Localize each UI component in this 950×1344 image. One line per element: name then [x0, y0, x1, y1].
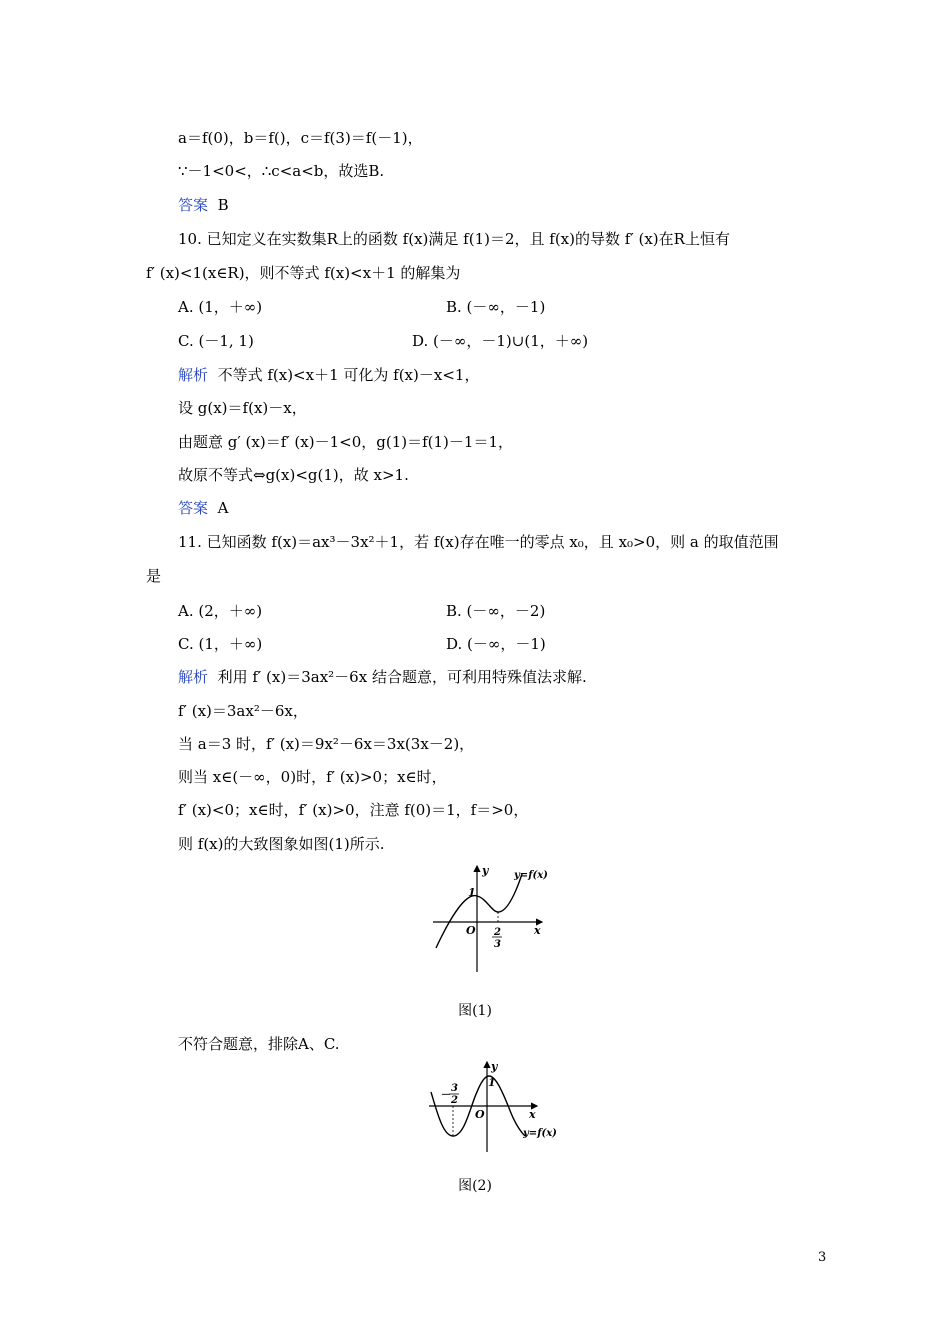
- solution-line: [178, 365, 479, 385]
- solution-line: 当 a＝3 时，f′ (x)＝9x²－6x＝3x(3x－2)，: [178, 735, 475, 753]
- answer-line: [178, 195, 229, 215]
- text-line: a＝f(0)，b＝f()，c＝f(3)＝f(－1)，: [178, 129, 423, 147]
- question-11-line1: 11. 已知函数 f(x)＝ax³－3x²＋1，若 f(x)存在唯一的零点 x₀，且 x₀>0，则 a 的取值范围: [178, 533, 779, 551]
- option-c: C. (－1, 1): [178, 332, 254, 350]
- solution-text: 利用 f′ (x)＝3ax²－6x 结合题意，可利用特殊值法求解.: [217, 668, 587, 686]
- answer-line: [178, 498, 228, 518]
- figure-2-graph: [425, 1058, 565, 1156]
- function-curve: [436, 874, 522, 948]
- x-label: x: [534, 924, 541, 937]
- question-10-line2: f′ (x)<1(x∈R)，则不等式 f(x)<x＋1 的解集为: [146, 264, 461, 282]
- solution-line: f′ (x)<0；x∈时，f′ (x)>0，注意 f(0)＝1，f＝>0，: [178, 801, 529, 819]
- tick-numerator: 3: [451, 1083, 458, 1094]
- y-label: y: [491, 1060, 498, 1073]
- solution-text: 不等式 f(x)<x＋1 可化为 f(x)－x<1，: [217, 366, 480, 384]
- tick-sign: －: [440, 1090, 450, 1101]
- solution-line: f′ (x)＝3ax²－6x，: [178, 702, 308, 720]
- text-line: ∵－1<0<，∴c<a<b，故选B.: [178, 162, 385, 180]
- option-a: A. (2，＋∞): [178, 602, 263, 620]
- solution-line: [178, 667, 587, 687]
- solution-label: 解析: [178, 366, 209, 384]
- solution-line: 故原不等式⇔g(x)<g(1)，故 x>1.: [178, 466, 409, 484]
- tick-denominator: 3: [494, 939, 501, 950]
- option-b: B. (－∞，－2): [446, 602, 546, 620]
- solution-line: 设 g(x)＝f(x)－x，: [178, 399, 307, 417]
- answer-value: B: [217, 196, 229, 214]
- text-line: 不符合题意，排除A、C.: [178, 1035, 340, 1053]
- origin-label: O: [466, 924, 476, 937]
- option-d: D. (－∞，－1): [446, 635, 546, 653]
- solution-label: 解析: [178, 668, 209, 686]
- solution-line: 则 f(x)的大致图象如图(1)所示.: [178, 835, 385, 853]
- question-10-line1: 10. 已知定义在实数集R上的函数 f(x)满足 f(1)＝2，且 f(x)的导数 f′ (x)在R上恒有: [178, 230, 730, 248]
- y-intercept-label: 1: [468, 886, 476, 899]
- curve-label: y=f(x): [514, 870, 548, 881]
- tick-numerator: 2: [494, 927, 501, 938]
- figure-2-caption: 图(2): [458, 1178, 492, 1194]
- origin-label: O: [475, 1108, 485, 1121]
- curve-label: y=f(x): [523, 1128, 557, 1139]
- option-b: B. (－∞，－1): [446, 298, 546, 316]
- figure-1-graph: [430, 860, 555, 978]
- y-label: y: [482, 864, 489, 877]
- solution-line: 由题意 g′ (x)＝f′ (x)－1<0，g(1)＝f(1)－1＝1，: [178, 433, 513, 451]
- question-11-line2: 是: [146, 567, 162, 585]
- page-number: 3: [818, 1250, 827, 1265]
- answer-label: 答案: [178, 499, 209, 517]
- answer-label: 答案: [178, 196, 209, 214]
- option-d: D. (－∞，－1)∪(1，＋∞): [412, 332, 589, 350]
- option-c: C. (1，＋∞): [178, 635, 263, 653]
- x-label: x: [529, 1108, 536, 1121]
- answer-value: A: [217, 499, 229, 517]
- tick-denominator: 2: [451, 1095, 458, 1106]
- option-a: A. (1，＋∞): [178, 298, 263, 316]
- solution-line: 则当 x∈(－∞，0)时，f′ (x)>0；x∈时，: [178, 768, 447, 786]
- figure-1-caption: 图(1): [458, 1003, 492, 1019]
- y-intercept-label: 1: [488, 1076, 496, 1089]
